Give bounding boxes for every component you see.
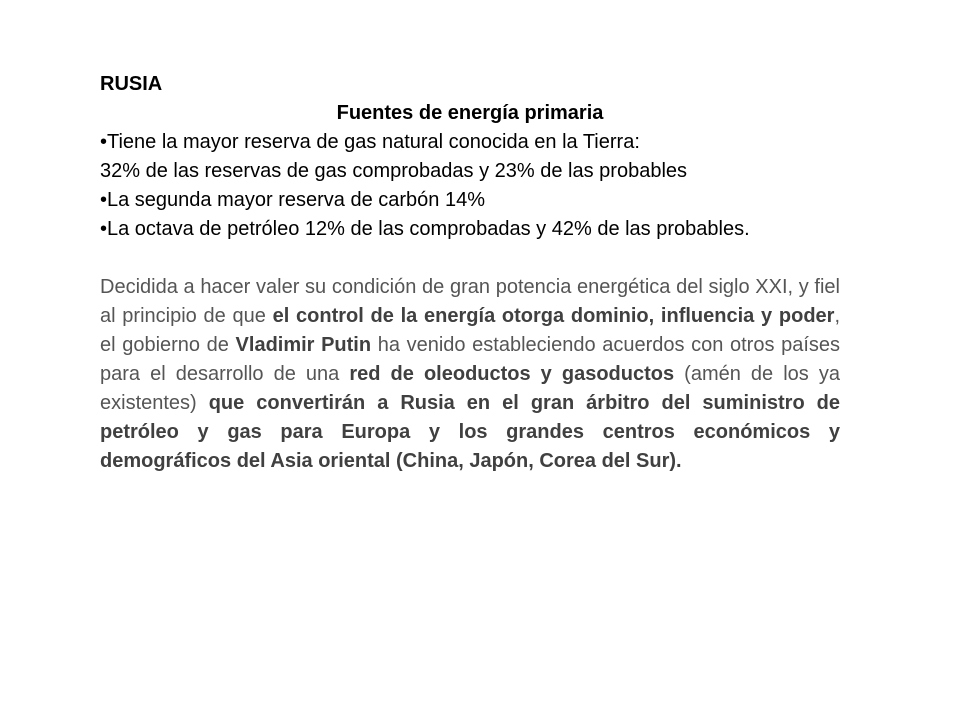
paragraph-text-3: ha venido estableciendo acuerdos con otros países para el desarrollo de una	[100, 334, 841, 385]
bullet-gas-reserve: •Tiene la mayor reserva de gas natural conocida en la Tierra:	[100, 131, 640, 153]
paragraph-text-1: Decidida a hacer valer su condición de gran potencia energética del siglo XXI, y fiel al principio de que	[100, 276, 840, 327]
paragraph-bold-conclusion: que convertirán a Rusia en el gran árbitro del suministro de petróleo y gas para Europa y los grandes centros económicos y demográficos del Asia oriental (China, Japón, Corea del Sur).	[100, 392, 840, 472]
paragraph-text-4: (amén de los ya existentes)	[100, 363, 840, 414]
paragraph-bold-pipeline-network: red de oleoductos y gasoductos	[349, 363, 675, 385]
slide-subheading: Fuentes de energía primaria	[336, 102, 604, 124]
body-paragraph	[100, 273, 840, 476]
bullet-oil-reserve: •La octava de petróleo 12% de las comprobadas y 42% de las probables.	[100, 218, 750, 240]
bullet-coal-reserve: •La segunda mayor reserva de carbón 14%	[100, 189, 486, 211]
slide-content	[100, 70, 840, 476]
paragraph-bold-energy-control: el control de la energía otorga dominio, influencia y poder	[272, 305, 835, 327]
paragraph-bold-putin: Vladimir Putin	[235, 334, 372, 356]
spacer	[100, 244, 840, 273]
slide-heading: RUSIA	[100, 73, 163, 95]
paragraph-text-2: , el gobierno de	[100, 305, 841, 356]
bullet-gas-percentages: 32% de las reservas de gas comprobadas y 23% de las probables	[100, 160, 688, 182]
